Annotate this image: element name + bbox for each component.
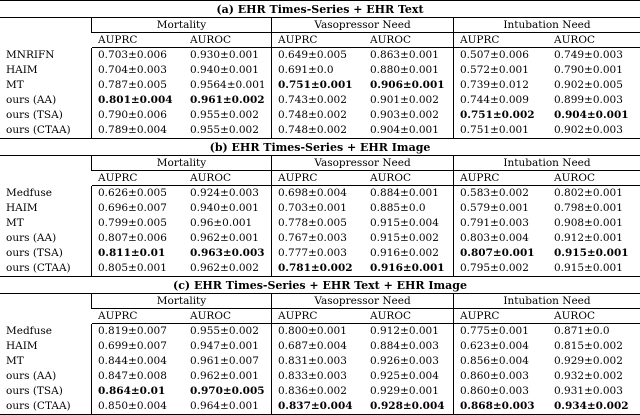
row-label: ours (CTAA): [0, 261, 92, 276]
table-cell: 0.748±0.002: [278, 124, 347, 136]
table-cell: 0.781±0.002: [278, 262, 353, 274]
metric-header: AUROC: [184, 33, 272, 48]
table-cell: 0.751±0.001: [460, 124, 529, 136]
table-cell: 0.929±0.002: [554, 355, 623, 367]
metric-header: AUPRC: [454, 309, 548, 324]
table-cell: 0.929±0.001: [364, 384, 454, 399]
header-spacer: [0, 294, 92, 309]
table-cell: 0.833±0.003: [278, 370, 347, 382]
table-cell: 0.961±0.007: [184, 354, 272, 369]
table-cell: 0.795±0.002: [460, 262, 529, 274]
table-cell: 0.902±0.005: [554, 79, 623, 91]
table-cell: 0.751±0.002: [460, 109, 535, 121]
metric-header: AUROC: [548, 309, 640, 324]
table-cell: 0.850±0.004: [98, 400, 167, 412]
row-label: Medfuse: [0, 324, 92, 339]
table-cell: 0.649±0.005: [278, 49, 347, 61]
group-header: Vasopressor Need: [272, 294, 454, 309]
table-cell: 0.699±0.007: [98, 340, 167, 352]
section-grid: [0, 156, 640, 276]
table-cell: 0.626±0.005: [98, 187, 167, 199]
row-label: ours (AA): [0, 93, 92, 108]
table-cell: 0.805±0.001: [98, 262, 167, 274]
table-cell: 0.798±0.001: [554, 202, 623, 214]
section-title: (a) EHR Times-Series + EHR Text: [0, 0, 640, 18]
table-section: [0, 0, 640, 138]
table-cell: 0.884±0.003: [364, 339, 454, 354]
table-cell: 0.687±0.004: [278, 340, 347, 352]
row-label: ours (TSA): [0, 108, 92, 123]
metric-header: AUPRC: [272, 33, 364, 48]
table-cell: 0.899±0.003: [554, 94, 623, 106]
row-label: HAIM: [0, 339, 92, 354]
table-cell: 0.856±0.004: [460, 355, 529, 367]
table-cell: 0.811±0.01: [98, 247, 166, 259]
table-cell: 0.915±0.002: [364, 231, 454, 246]
table-cell: 0.704±0.003: [98, 64, 167, 76]
table-cell: 0.583±0.002: [460, 187, 529, 199]
table-cell: 0.847±0.008: [98, 370, 167, 382]
table-cell: 0.924±0.003: [184, 186, 272, 201]
table-cell: 0.925±0.004: [364, 369, 454, 384]
table-cell: 0.815±0.002: [554, 340, 623, 352]
table-cell: 0.767±0.003: [278, 232, 347, 244]
section-title: (c) EHR Times-Series + EHR Text + EHR Image: [0, 276, 640, 294]
section-title: (b) EHR Times-Series + EHR Image: [0, 138, 640, 156]
table-cell: 0.800±0.001: [278, 325, 347, 337]
table-cell: 0.940±0.001: [184, 63, 272, 78]
table-cell: 0.744±0.009: [460, 94, 529, 106]
row-label: ours (TSA): [0, 246, 92, 261]
row-label: MT: [0, 78, 92, 93]
table-cell: 0.739±0.012: [460, 79, 529, 91]
row-label: Medfuse: [0, 186, 92, 201]
metric-header: AUPRC: [92, 309, 184, 324]
group-header: Intubation Need: [454, 294, 640, 309]
table-cell: 0.904±0.001: [364, 123, 454, 138]
table-cell: 0.916±0.001: [364, 261, 454, 276]
table-cell: 0.903±0.002: [364, 108, 454, 123]
table-section: [0, 276, 640, 415]
table-cell: 0.775±0.001: [460, 325, 529, 337]
table-cell: 0.863±0.001: [364, 48, 454, 63]
table-cell: 0.934±0.002: [554, 400, 629, 412]
row-label: ours (CTAA): [0, 399, 92, 414]
table-cell: 0.904±0.001: [554, 109, 629, 121]
table-cell: 0.912±0.001: [364, 324, 454, 339]
table-cell: 0.787±0.005: [98, 79, 167, 91]
table-cell: 0.703±0.001: [278, 202, 347, 214]
table-cell: 0.748±0.002: [278, 109, 347, 121]
table-cell: 0.507±0.006: [460, 49, 529, 61]
table-cell: 0.860±0.003: [460, 385, 529, 397]
table-cell: 0.837±0.004: [278, 400, 353, 412]
table-cell: 0.961±0.002: [184, 93, 272, 108]
row-label: HAIM: [0, 63, 92, 78]
row-label: MT: [0, 216, 92, 231]
table-cell: 0.801±0.004: [98, 94, 173, 106]
table-cell: 0.915±0.004: [364, 216, 454, 231]
table-cell: 0.884±0.001: [364, 186, 454, 201]
row-label: MNRIFN: [0, 48, 92, 63]
table-cell: 0.790±0.001: [554, 64, 623, 76]
group-header: Vasopressor Need: [272, 156, 454, 171]
table-cell: 0.964±0.001: [184, 399, 272, 414]
table-cell: 0.955±0.002: [184, 108, 272, 123]
table-cell: 0.947±0.001: [184, 339, 272, 354]
table-cell: 0.803±0.004: [460, 232, 529, 244]
table-cell: 0.906±0.001: [364, 78, 454, 93]
table-cell: 0.864±0.01: [98, 385, 166, 397]
table-cell: 0.777±0.003: [278, 247, 347, 259]
metric-header: AUROC: [364, 309, 454, 324]
table-section: [0, 138, 640, 276]
row-label: MT: [0, 354, 92, 369]
metric-header: AUPRC: [454, 171, 548, 186]
metric-header: AUPRC: [272, 309, 364, 324]
section-grid: [0, 294, 640, 414]
section-grid: [0, 18, 640, 138]
row-label: ours (AA): [0, 231, 92, 246]
table-cell: 0.916±0.002: [364, 246, 454, 261]
table-cell: 0.579±0.001: [460, 202, 529, 214]
table-cell: 0.844±0.004: [98, 355, 167, 367]
metric-header: AUROC: [548, 171, 640, 186]
header-spacer: [0, 18, 92, 33]
table-cell: 0.868±0.003: [460, 400, 535, 412]
group-header: Mortality: [92, 18, 272, 33]
group-header: Mortality: [92, 156, 272, 171]
table-cell: 0.962±0.001: [184, 369, 272, 384]
table-cell: 0.623±0.004: [460, 340, 529, 352]
metric-header: AUROC: [364, 33, 454, 48]
table-cell: 0.749±0.003: [554, 49, 623, 61]
table-cell: 0.932±0.002: [554, 370, 623, 382]
group-header: Intubation Need: [454, 18, 640, 33]
group-header: Intubation Need: [454, 156, 640, 171]
table-cell: 0.908±0.001: [554, 217, 623, 229]
table-cell: 0.955±0.002: [184, 324, 272, 339]
table-cell: 0.9564±0.001: [184, 78, 272, 93]
table-cell: 0.901±0.002: [364, 93, 454, 108]
table-cell: 0.836±0.002: [278, 385, 347, 397]
metric-header: AUPRC: [92, 171, 184, 186]
table-cell: 0.955±0.002: [184, 123, 272, 138]
table-cell: 0.963±0.003: [184, 246, 272, 261]
table-cell: 0.885±0.0: [364, 201, 454, 216]
table-cell: 0.751±0.001: [278, 79, 353, 91]
table-cell: 0.915±0.001: [554, 262, 623, 274]
table-cell: 0.831±0.003: [278, 355, 347, 367]
row-label: ours (TSA): [0, 384, 92, 399]
table-cell: 0.807±0.001: [460, 247, 535, 259]
table-cell: 0.928±0.004: [364, 399, 454, 414]
table-cell: 0.698±0.004: [278, 187, 347, 199]
table-cell: 0.572±0.001: [460, 64, 529, 76]
group-header: Mortality: [92, 294, 272, 309]
metric-header: AUROC: [184, 171, 272, 186]
table-cell: 0.96±0.001: [184, 216, 272, 231]
metric-header: AUPRC: [92, 33, 184, 48]
table-cell: 0.790±0.006: [98, 109, 167, 121]
table-cell: 0.703±0.006: [98, 49, 167, 61]
header-spacer: [0, 156, 92, 171]
table-cell: 0.860±0.003: [460, 370, 529, 382]
table-cell: 0.802±0.001: [554, 187, 623, 199]
metric-header: AUROC: [184, 309, 272, 324]
metric-header: AUROC: [364, 171, 454, 186]
table-cell: 0.871±0.0: [554, 325, 610, 337]
table-cell: 0.931±0.003: [554, 385, 623, 397]
table-cell: 0.691±0.0: [278, 64, 334, 76]
table-cell: 0.778±0.005: [278, 217, 347, 229]
table-cell: 0.962±0.001: [184, 231, 272, 246]
table-cell: 0.819±0.007: [98, 325, 167, 337]
table-cell: 0.912±0.001: [554, 232, 623, 244]
table-cell: 0.930±0.001: [184, 48, 272, 63]
table-cell: 0.789±0.004: [98, 124, 167, 136]
metric-header: AUPRC: [454, 33, 548, 48]
table-cell: 0.799±0.005: [98, 217, 167, 229]
table-cell: 0.743±0.002: [278, 94, 347, 106]
metric-header: AUROC: [548, 33, 640, 48]
table-cell: 0.807±0.006: [98, 232, 167, 244]
metric-header: AUPRC: [272, 171, 364, 186]
table-cell: 0.880±0.001: [364, 63, 454, 78]
table-cell: 0.902±0.003: [554, 124, 623, 136]
table-cell: 0.791±0.003: [460, 217, 529, 229]
group-header: Vasopressor Need: [272, 18, 454, 33]
row-label: ours (AA): [0, 369, 92, 384]
table-cell: 0.696±0.007: [98, 202, 167, 214]
table-cell: 0.926±0.003: [364, 354, 454, 369]
row-label: HAIM: [0, 201, 92, 216]
table-cell: 0.940±0.001: [184, 201, 272, 216]
table-cell: 0.915±0.001: [554, 247, 629, 259]
table-cell: 0.970±0.005: [184, 384, 272, 399]
row-label: ours (CTAA): [0, 123, 92, 138]
table-cell: 0.962±0.002: [184, 261, 272, 276]
